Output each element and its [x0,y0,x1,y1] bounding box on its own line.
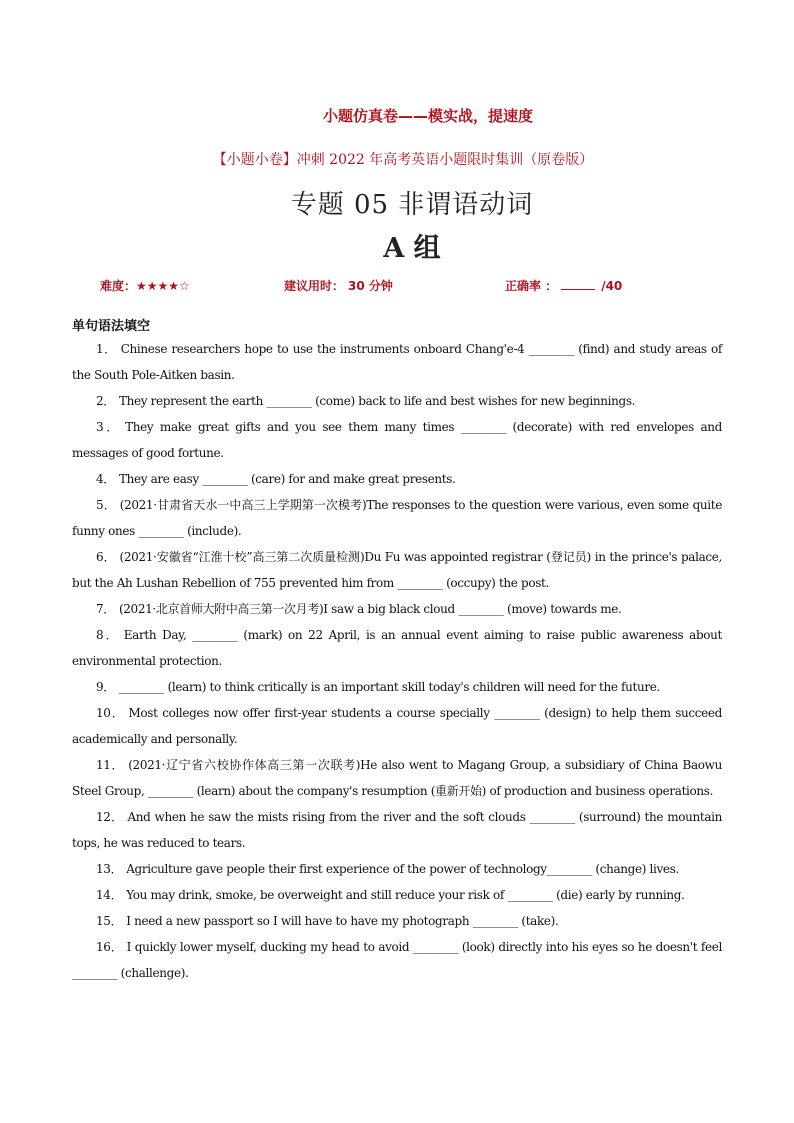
question-text: And when he saw the mists rising from the river and the soft clouds ________ (surround) the mountain tops, he was reduced to tears. [72,810,722,850]
question-text: They make great gifts and you see them many times ________ (decorate) with red envelopes and messages of good fortune. [72,420,722,460]
time-label: 建议用时： [284,279,345,293]
question-item [72,752,722,804]
question-text: They are easy ________ (care) for and make great presents. [118,472,456,486]
difficulty-stars: ★★★★☆ [136,279,190,293]
question-item [72,596,722,622]
question-number: 12． [96,810,124,824]
time-value: 30 分钟 [348,279,393,293]
question-text: (2021·安徽省“江淮十校”高三第二次质量检测)Du Fu was appointed registrar (登记员) in the prince's palace, but the Ah Lushan Rebellion of 755 prevented him from ________ (occupy) the post. [72,550,722,590]
question-text: They represent the earth ________ (come) back to life and best wishes for new beginnings. [118,394,636,408]
question-number: 13． [96,862,123,876]
group-title: A 组 [383,233,441,264]
accuracy-total: /40 [601,279,623,293]
question-number: 16． [96,940,123,954]
question-text: (2021·辽宁省六校协作体高三第一次联考)He also went to Magang Group, a subsidiary of China Baowu Steel Group, ________ (learn) about the company's resumption (重新开始) of production and business operations. [72,758,722,798]
question-item [72,856,722,882]
page-title: 专题 05 非谓语动词 [290,190,534,220]
question-item [72,700,722,752]
accuracy-info [505,277,622,294]
question-number: 7． [96,602,115,616]
question-item [72,336,722,388]
question-item [72,414,722,466]
question-number: 6． [96,550,116,564]
question-item [72,622,722,674]
question-text: I need a new passport so I will have to have my photograph ________ (take). [126,914,559,928]
question-text: Agriculture gave people their first experience of the power of technology________ (change) lives. [126,862,679,876]
header-subtitle: 【小题小卷】冲刺 2022 年高考英语小题限时集训（原卷版） [212,152,594,168]
question-number: 9． [96,680,115,694]
question-text: ________ (learn) to think critically is an important skill today's children will need for the future. [118,680,660,694]
question-text: (2021·甘肃省天水一中高三上学期第一次模考)The responses to the question were various, even some quite funny ones ________ (include). [72,498,722,538]
question-number: 14． [96,888,123,902]
question-item [72,674,722,700]
question-number: 3． [96,420,122,434]
question-item [72,804,722,856]
accuracy-blank [561,279,595,290]
suggested-time-info [284,277,393,294]
question-number: 5． [96,498,116,512]
question-number: 1． [96,342,117,356]
question-list [72,336,722,986]
question-item [72,544,722,596]
question-number: 2． [96,394,115,408]
question-text: I quickly lower myself, ducking my head to avoid ________ (look) directly into his eyes so he doesn't feel ________ (challenge). [72,940,722,980]
question-text: Most colleges now offer first-year students a course specially ________ (design) to help them succeed academically and personally. [72,706,722,746]
question-number: 15． [96,914,123,928]
question-item [72,882,722,908]
question-item [72,388,722,414]
question-text: Chinese researchers hope to use the instruments onboard Chang'e-4 ________ (find) and study areas of the South Pole-Aitken basin. [72,342,722,382]
section-heading: 单句语法填空 [72,319,151,334]
question-number: 10． [96,706,125,720]
question-text: (2021·北京首师大附中高三第一次月考)I saw a big black cloud ________ (move) towards me. [118,602,622,616]
header-tagline: 小题仿真卷——模实战，提速度 [322,107,533,125]
question-number: 8． [96,628,120,642]
question-item [72,466,722,492]
question-item [72,492,722,544]
question-item [72,934,722,986]
question-number: 4． [96,472,115,486]
accuracy-label: 正确率 ： [505,279,558,293]
question-item [72,908,722,934]
question-text: You may drink, smoke, be overweight and still reduce your risk of ________ (die) early by running. [126,888,685,902]
question-text: Earth Day, ________ (mark) on 22 April, is an annual event aiming to raise public awareness about environmental protection. [72,628,723,668]
difficulty-info [100,277,190,294]
difficulty-label: 难度： [100,279,137,293]
question-number: 11． [96,758,125,772]
